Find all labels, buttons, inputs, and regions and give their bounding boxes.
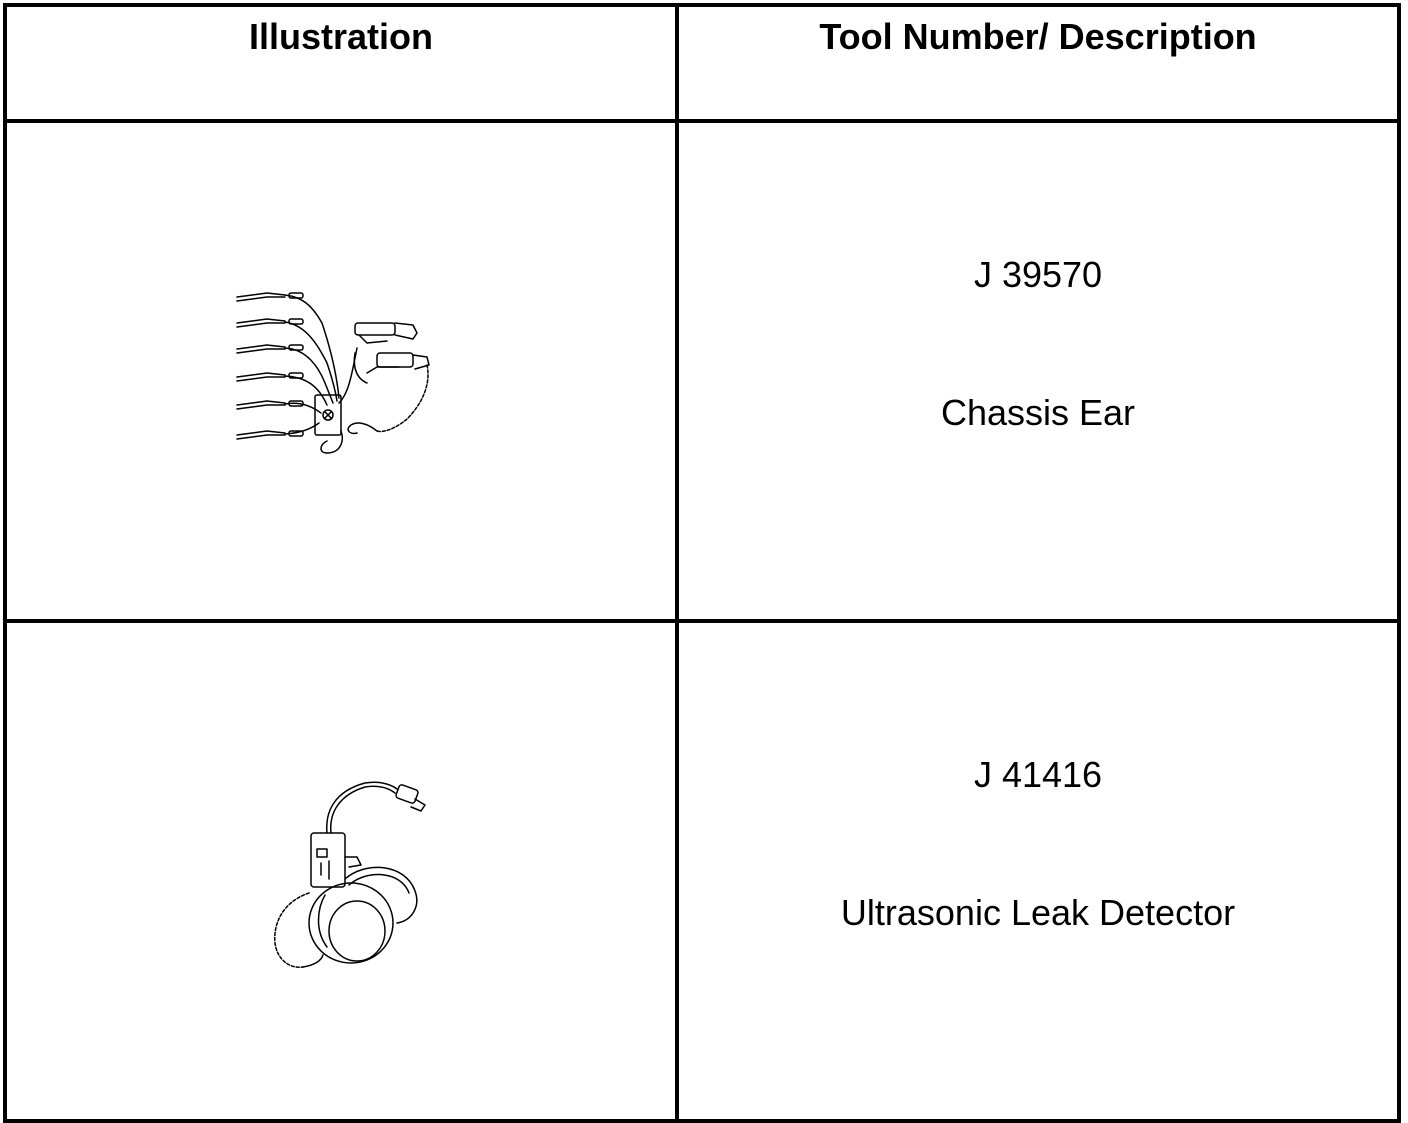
header-row: [5, 5, 1399, 121]
description-cell: [677, 121, 1399, 621]
header-description-cell: [677, 5, 1399, 121]
header-illustration-cell: [5, 5, 677, 121]
description-cell: [677, 621, 1399, 1121]
tool-description: Chassis Ear: [940, 392, 1136, 433]
table-row: [5, 621, 1399, 1121]
header-description: Tool Number/ Description: [819, 16, 1257, 57]
table-row: [5, 121, 1399, 621]
tool-number: J 39570: [973, 254, 1103, 295]
tool-number: J 41416: [973, 754, 1103, 795]
illustration-cell: [5, 121, 677, 621]
tool-description: Ultrasonic Leak Detector: [840, 892, 1236, 933]
header-illustration: Illustration: [248, 16, 433, 57]
ultrasonic-leak-detector-icon: [265, 771, 435, 983]
tool-table: [3, 3, 1401, 1123]
illustration-cell: [5, 621, 677, 1121]
chassis-ear-icon: [227, 283, 437, 463]
